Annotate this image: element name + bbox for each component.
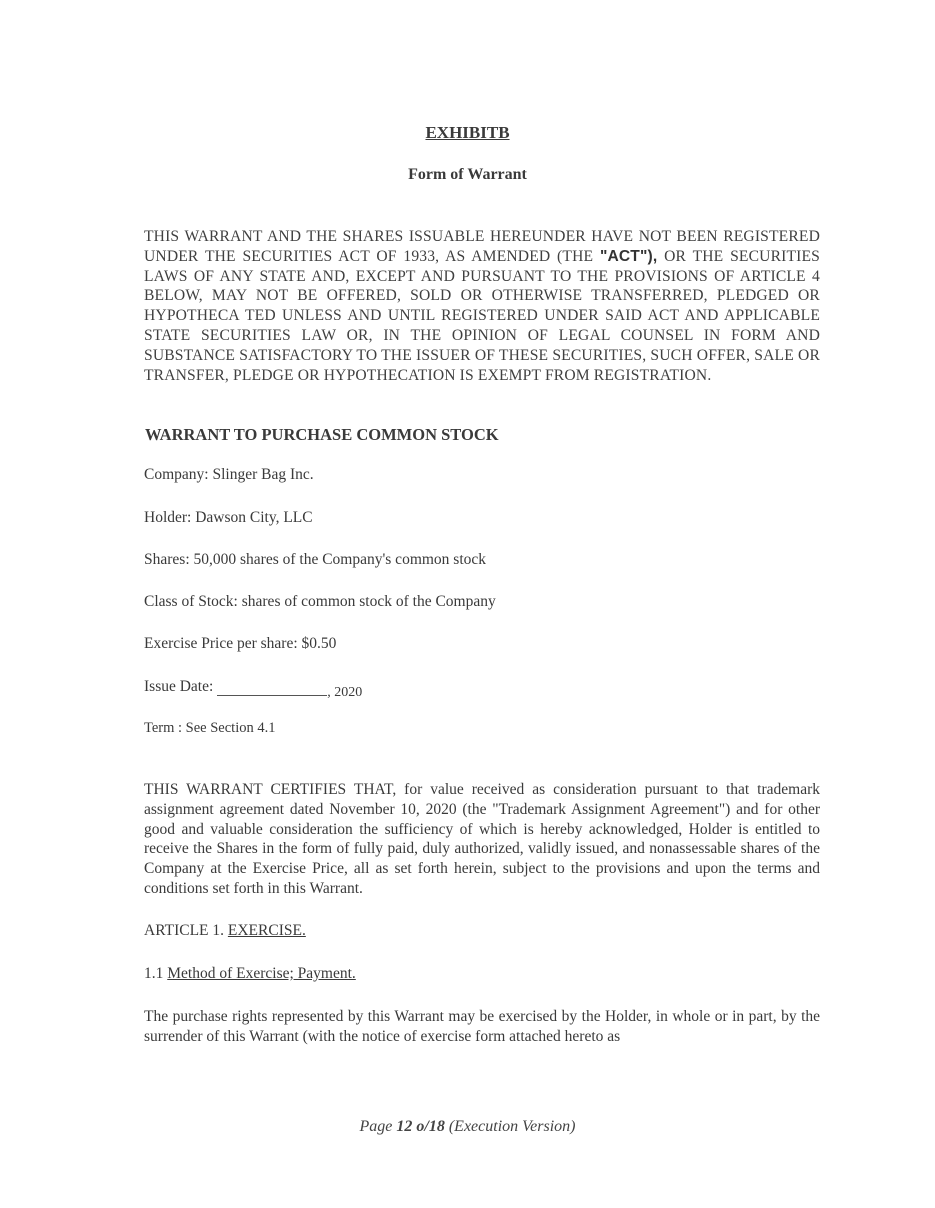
section-1-1-prefix: 1.1 [144,965,168,982]
warrant-heading: WARRANT TO PURCHASE COMMON STOCK [145,425,499,444]
class-field: Class of Stock: shares of common stock of the Company [144,593,496,610]
legend-text-end: OR THE SECURITIES LAWS OF ANY STATE AND, EXCEPT AND PURSUANT TO THE PROVISIONS OF ARTICLE 4 BELOW, MAY NOT BE OFFERED, SOLD OR OTHERWISE TRANSFERRED, PLEDGED OR HYPOTHECA TED UNLESS AND UNTIL REGISTERED UNDER SAID ACT AND APPLICABLE STATE SECURITIES LAW OR, IN THE OPINION OF LEGAL COUNSEL IN FORM AND SUBSTANCE SATISFACTORY TO THE ISSUER OF THESE SECURITIES, SUCH OFFER, SALE OR TRANSFER, PLEDGE OR HYPOTHECATION IS EXEMPT FROM REGISTRATION. [144,247,820,384]
exhibit-heading: EXHIBITB [425,123,510,142]
issue-date-blank [217,681,327,696]
article-1-prefix: ARTICLE 1. [144,922,228,939]
footer-page-number: 12 o/18 [396,1118,445,1135]
form-title: Form of Warrant [408,166,527,183]
issue-date-field [144,678,362,701]
footer-version: (Execution Version) [444,1118,576,1135]
legend-text-start: THIS WARRANT AND THE SHARES ISSUABLE HEREUNDER HAVE NOT BEEN REGISTERED UNDER THE SECURITIES ACT OF 1933, AS AMENDED (THE [144,228,820,265]
section-1-1-heading [144,965,356,983]
certify-paragraph: THIS WARRANT CERTIFIES THAT, for value received as consideration pursuant to that trademark assignment agreement dated November 10, 2020 (the "Trademark Assignment Agreement") and for other good and valuable consideration the sufficiency of which is hereby acknowledged, Holder is entitled to receive the Shares in the form of fully paid, duly authorized, validly issued, and nonassessable shares of the Company at the Exercise Price, all as set forth herein, subject to the provisions and upon the terms and conditions set forth in this Warrant. [144,781,820,897]
term-field: Term : See Section 4.1 [144,720,276,736]
page-footer [0,1118,935,1136]
article-1-heading [144,922,306,940]
securities-legend [144,227,820,385]
exercise-price-field: Exercise Price per share: $0.50 [144,635,337,652]
holder-field: Holder: Dawson City, LLC [144,509,313,526]
issue-date-year: , 2020 [327,685,363,700]
legend-act-term: "ACT"), [599,247,658,265]
section-1-1-title: Method of Exercise; Payment. [167,965,356,982]
footer-page-prefix: Page [359,1118,397,1135]
issue-date-label: Issue Date: [144,678,214,695]
exercise-paragraph: The purchase rights represented by this Warrant may be exercised by the Holder, in whole or in part, by the surrender of this Warrant (with the notice of exercise form attached hereto as [144,1008,820,1045]
shares-field: Shares: 50,000 shares of the Company's common stock [144,551,487,568]
company-field: Company: Slinger Bag Inc. [144,466,314,483]
article-1-title: EXERCISE. [227,922,306,939]
